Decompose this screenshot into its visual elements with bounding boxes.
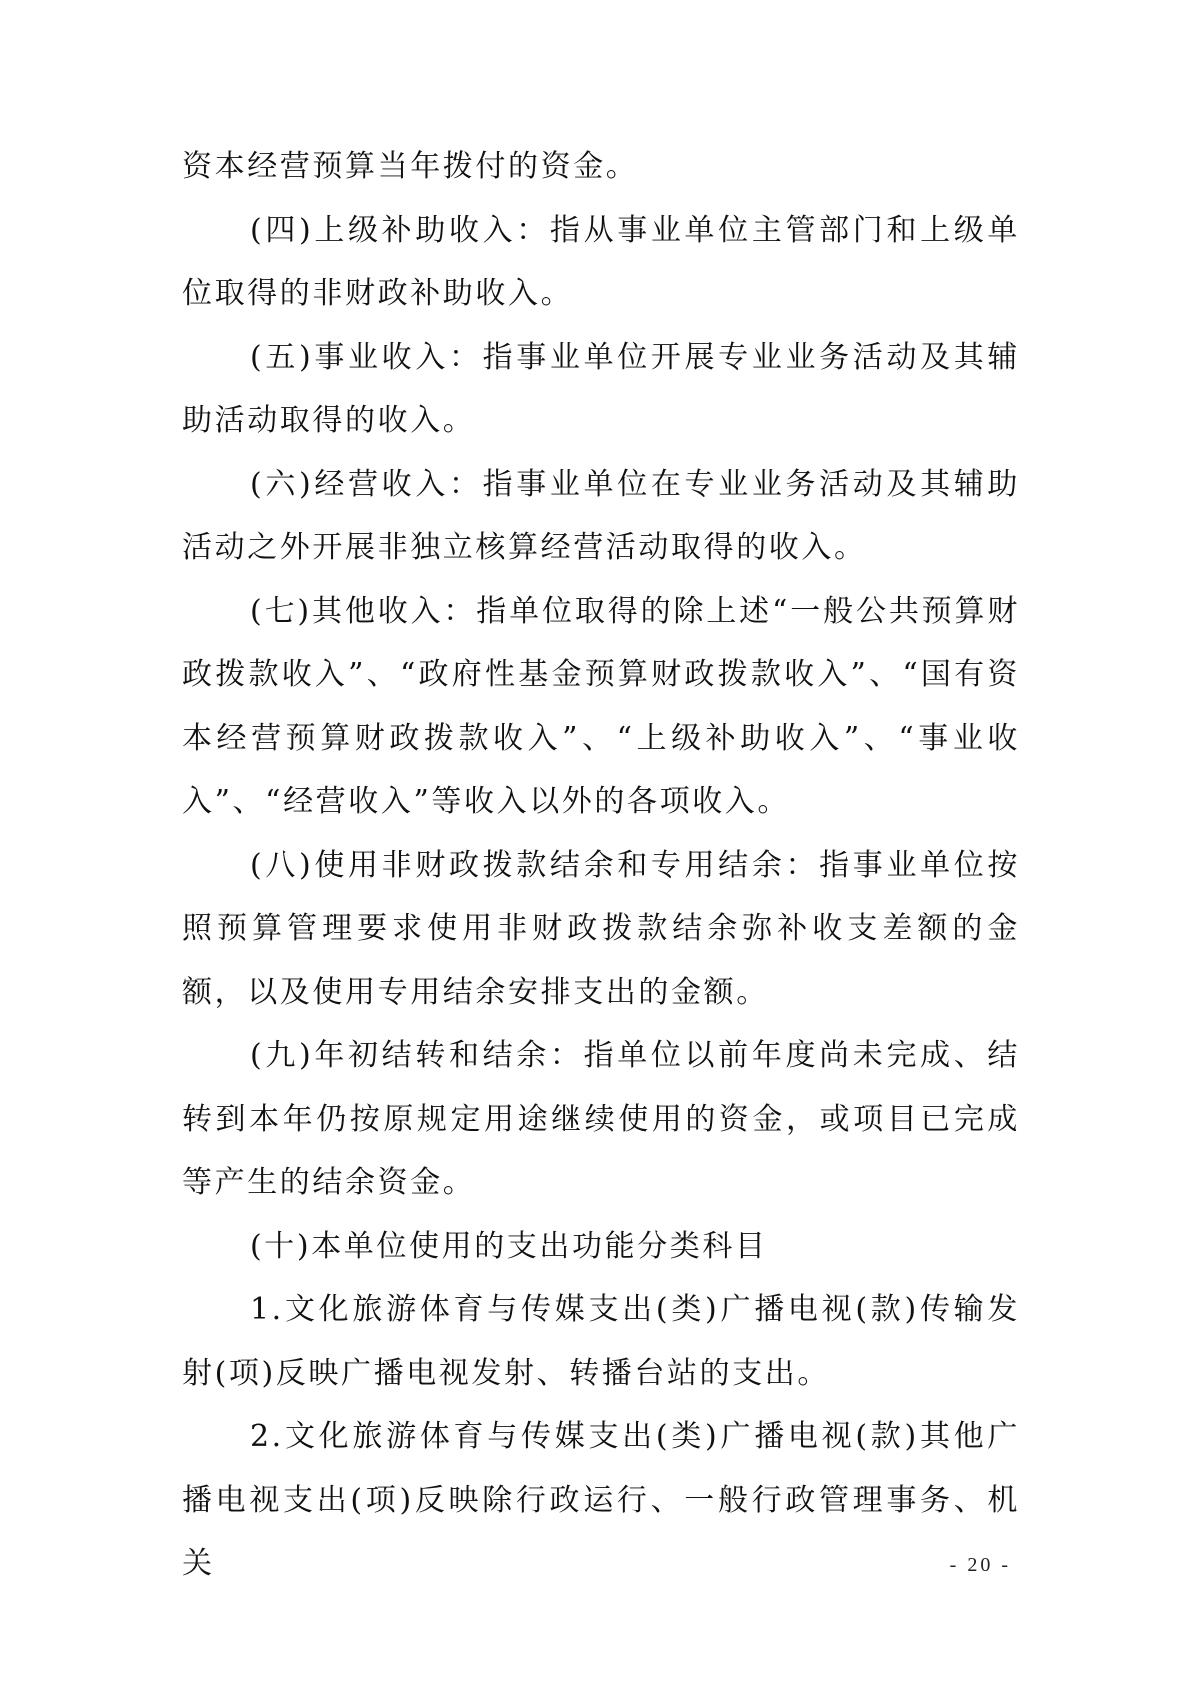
- body-text: [182, 135, 1020, 1596]
- paragraph-expenditure-categories-heading: (十)本单位使用的支出功能分类科目: [250, 1228, 768, 1264]
- page-number: - 20 -: [949, 1554, 1011, 1576]
- paragraph-non-fiscal-balance-use: (八)使用非财政拨款结余和专用结余：指事业单位按照预算管理要求使用非财政拨款结余弥补收支差额的金额，以及使用专用结余安排支出的金额。: [182, 847, 1020, 1010]
- paragraph-superior-subsidy-income: (四)上级补助收入：指从事业单位主管部门和上级单位取得的非财政补助收入。: [182, 212, 1020, 311]
- paragraph-item-2-other-broadcast: 2.文化旅游体育与传媒支出(类)广播电视(款)其他广播电视支出(项)反映除行政运行、一般行政管理事务、机关: [182, 1419, 1020, 1581]
- paragraph-business-income: (五)事业收入：指事业单位开展专业业务活动及其辅助活动取得的收入。: [182, 339, 1020, 438]
- paragraph-operating-income: (六)经营收入：指事业单位在专业业务活动及其辅助活动之外开展非独立核算经营活动取得的收入。: [182, 466, 1020, 565]
- paragraph-item-1-transmission: 1.文化旅游体育与传媒支出(类)广播电视(款)传输发射(项)反映广播电视发射、转播台站的支出。: [182, 1292, 1020, 1391]
- paragraph-carryover-balance: (九)年初结转和结余：指单位以前年度尚未完成、结转到本年仍按原规定用途继续使用的资金，或项目已完成等产生的结余资金。: [182, 1038, 1020, 1200]
- paragraph-continuation: 资本经营预算当年拨付的资金。: [182, 149, 639, 184]
- paragraph-other-income: (七)其他收入：指单位取得的除上述“一般公共预算财政拨款收入”、“政府性基金预算财政拨款收入”、“国有资本经营预算财政拨款收入”、“上级补助收入”、“事业收入”、“经营收入”等收入以外的各项收入。: [182, 593, 1020, 819]
